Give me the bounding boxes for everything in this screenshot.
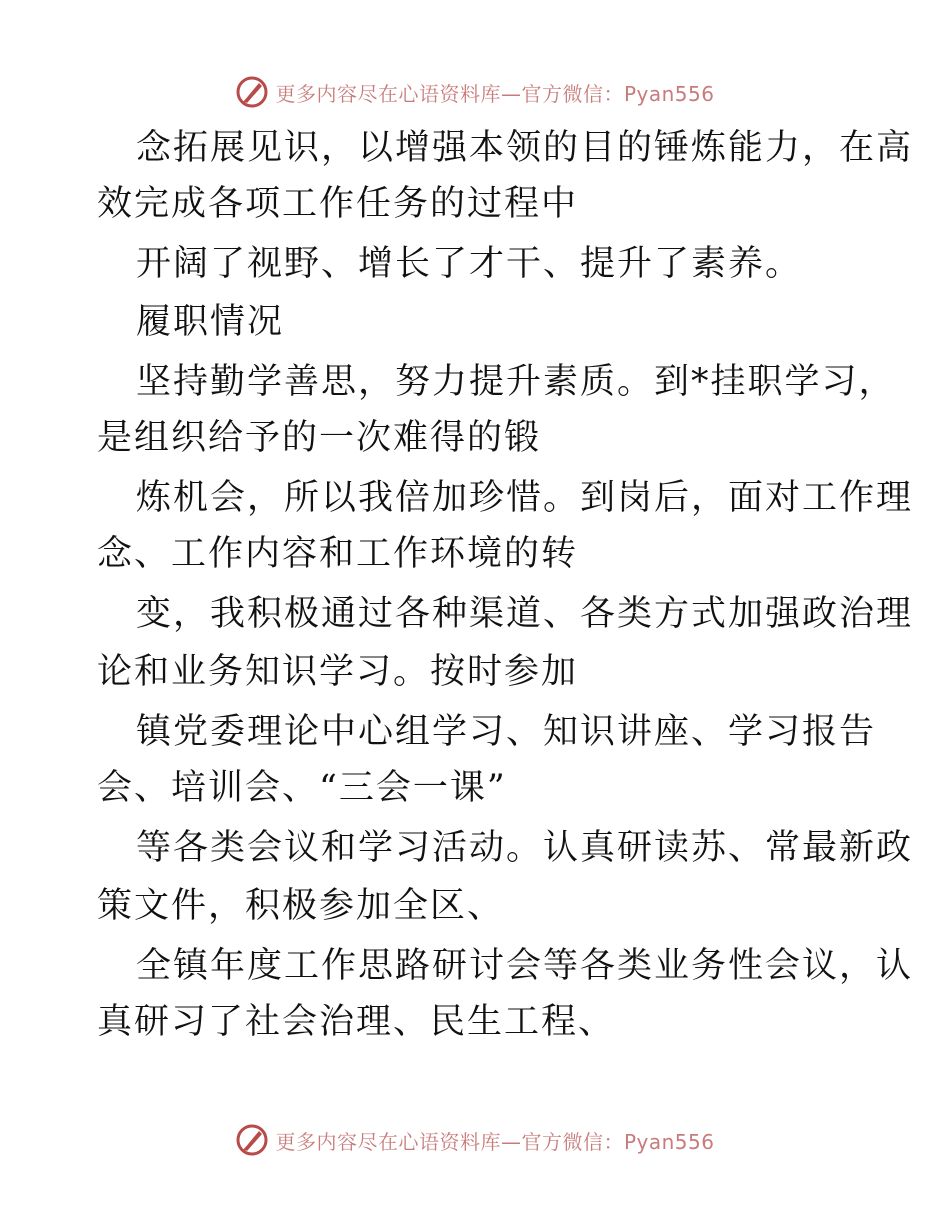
- text-line: 坚持勤学善思，努力提升素质。到*挂职学习，: [136, 362, 896, 402]
- text-line: 论和业务知识学习。按时参加: [97, 652, 579, 692]
- text-line: 炼机会，所以我倍加珍惜。到岗后，面对工作理: [136, 478, 914, 518]
- text-line: 开阔了视野、增长了才干、提升了素养。: [136, 244, 803, 284]
- text-line: 效完成各项工作任务的过程中: [97, 184, 579, 224]
- text-line: 镇党委理论中心组学习、知识讲座、学习报告: [136, 712, 877, 752]
- text-line: 念、工作内容和工作环境的转: [97, 534, 579, 574]
- text-line: 等各类会议和学习活动。认真研读苏、常最新政: [136, 828, 914, 868]
- text-line: 策文件，积极参加全区、: [97, 886, 505, 926]
- quill-logo-icon: [235, 1123, 269, 1157]
- text-line: 全镇年度工作思路研讨会等各类业务性会议，认: [136, 946, 914, 986]
- footer-watermark: [0, 1120, 950, 1160]
- text-line: 变，我积极通过各种渠道、各类方式加强政治理: [136, 594, 914, 634]
- watermark-text: 更多内容尽在心语资料库—官方微信：Pyan556: [275, 1129, 715, 1154]
- header-watermark: [0, 72, 950, 112]
- text-line: 是组织给予的一次难得的锻: [97, 418, 542, 458]
- watermark-text: 更多内容尽在心语资料库—官方微信：Pyan556: [275, 81, 715, 106]
- section-heading: 履职情况: [136, 302, 285, 342]
- text-line: 真研习了社会治理、民生工程、: [97, 1002, 616, 1042]
- text-line: 会、培训会、“三会一课”: [97, 768, 507, 808]
- text-line: 念拓展见识，以增强本领的目的锤炼能力，在高: [136, 128, 914, 168]
- quill-logo-icon: [235, 75, 269, 109]
